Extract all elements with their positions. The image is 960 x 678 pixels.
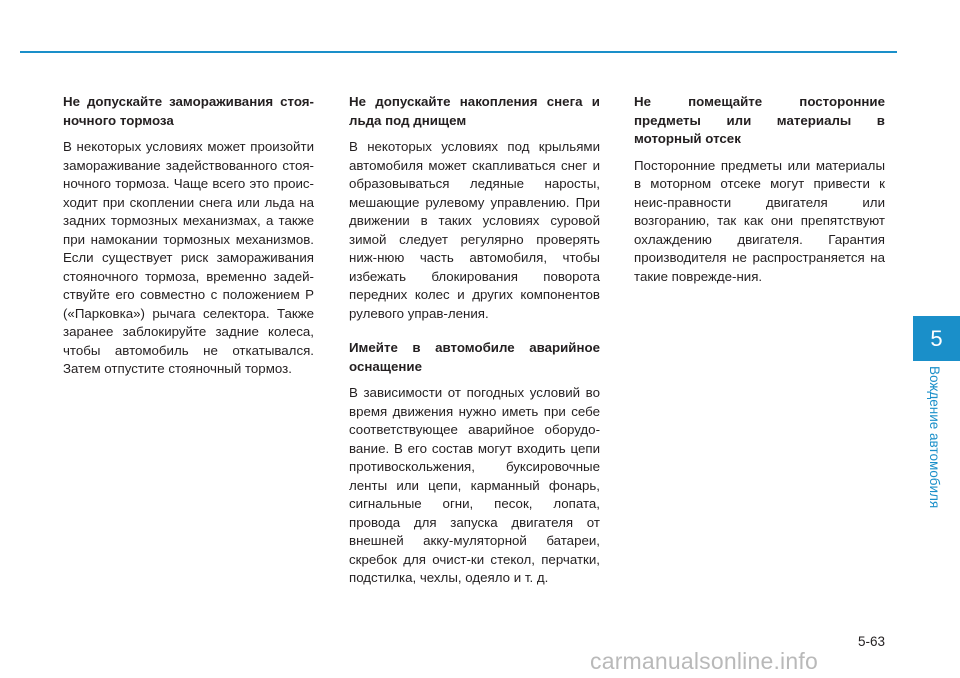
section-heading: Не помещайте посторонние предметы или материалы в моторный отсек <box>634 94 885 146</box>
section-body: Посторонние предметы или материалы в моторном отсеке могут привести к неис-правности двигателя или возгоранию, так как они препятствуют охлаждению двигателя. Гарантия производителя не распространяется на такие повреждe-ния. <box>634 157 885 284</box>
chapter-title: Вождение автомобиля <box>927 366 942 509</box>
section-body: В зависимости от погодных условий во время движения нужно иметь при себе соответствующее аварийное оборудо-вание. В его состав могут входить цепи противоскольжения, буксировочные ленты или цепи, карманный фонарь, сигнальные огни, песок, лопата, провода для запуска двигателя от внешней акку-муляторной батареи, скребок для очист-ки стекол, перчатки, подстилка, чехлы, одеяло и т. д. <box>349 385 600 585</box>
section-heading: Не допускайте накопления снега и льда под днищем <box>349 94 600 128</box>
column-3 <box>634 93 885 286</box>
header-rule <box>20 51 897 53</box>
section-heading: Не допускайте замораживания стоя-ночного тормоза <box>63 94 314 128</box>
section-body: В некоторых условиях под крыльями автомобиля может скапливаться снег и образовываться ледяные наросты, мешающие рулевому управлению. При движении в таких условиях суровой зимой следует регулярно проверять ниж-нюю часть автомобиля, чтобы избежать блокирования поворота передних колес и других компонентов рулевого управ-ления. <box>349 139 600 321</box>
column-2 <box>349 93 600 588</box>
watermark: carmanualsonline.info <box>590 648 818 674</box>
page-number: 5-63 <box>858 634 886 649</box>
column-1 <box>63 93 314 379</box>
section-spacer <box>349 323 600 339</box>
chapter-number: 5 <box>930 325 943 351</box>
section-heading: Имейте в автомобиле аварийное оснащение <box>349 340 600 374</box>
section-body: В некоторых условиях может произойти замораживание задействованного стоя-ночного тормоза. Чаще всего это проис-ходит при скоплении снега или льда на задних тормозных механизмах, а также при намокании тормозных механизмов. Если существует риск замораживания стояночного тормоза, временно задей-ствуйте его совместно с положением P («Парковка») рычага селектора. Также заранее заблокируйте задние колеса, чтобы автомобиль не откатывался. Затем отпустите стояночный тормоз. <box>63 139 314 376</box>
chapter-tab <box>913 316 960 361</box>
